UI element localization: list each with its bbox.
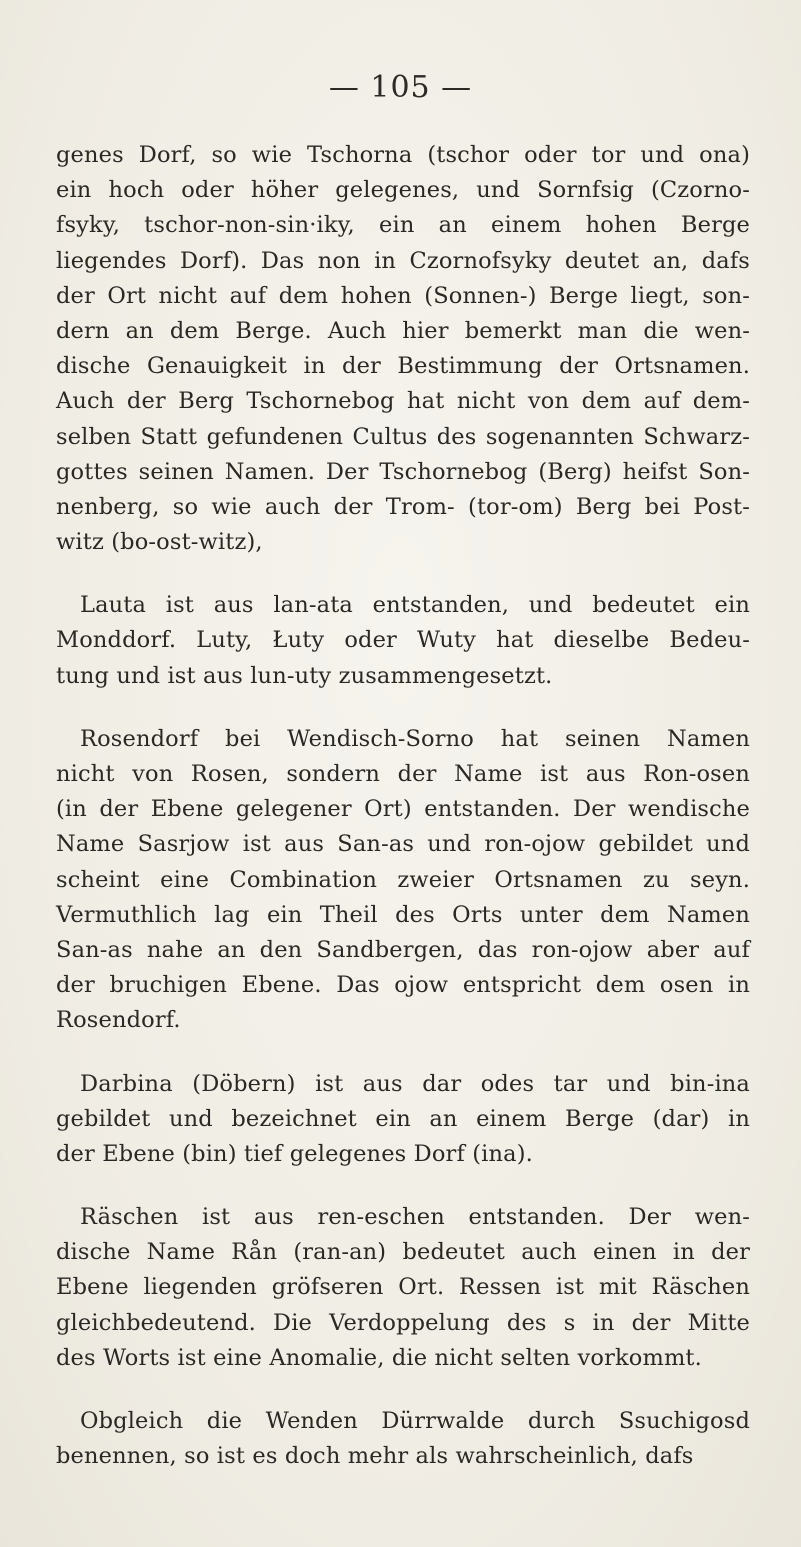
text-line: der Ebene (bin) tief gelegenes Dorf (ina).	[56, 1140, 533, 1167]
text-line: Vermuthlich lag ein Theil des Orts unter dem Namen	[56, 901, 750, 928]
text-line: Darbina (Döbern) ist aus dar odes tar und bin-ina	[80, 1070, 750, 1097]
text-line: benennen, so ist es doch mehr als wahrscheinlich, dafs	[56, 1443, 694, 1470]
text-line: des Worts ist eine Anomalie, die nicht selten vorkommt.	[56, 1344, 702, 1371]
text-line: tung und ist aus lun-uty zusammengesetzt.	[56, 662, 553, 689]
text-line: genes Dorf, so wie Tschorna (tschor oder tor und ona)	[56, 142, 750, 168]
text-line: dische Genauigkeit in der Bestimmung der Ortsnamen.	[56, 353, 750, 380]
paragraph	[56, 588, 750, 694]
page-number: — 105 —	[328, 70, 473, 105]
text-line: scheint eine Combination zweier Ortsnamen zu seyn.	[56, 866, 750, 893]
text-line: liegendes Dorf). Das non in Czornofsyky deutet an, dafs	[56, 247, 750, 274]
text-line: Auch der Berg Tschornebog hat nicht von dem auf dem-	[56, 388, 750, 415]
text-line: witz (bo-ost-witz),	[56, 529, 263, 556]
text-line: dern an dem Berge. Auch hier bemerkt man die wen-	[56, 317, 750, 344]
paragraph-gap	[56, 1172, 750, 1200]
paragraph	[56, 722, 750, 1039]
text-line: gebildet und bezeichnet ein an einem Berge (dar) in	[56, 1105, 750, 1132]
paragraph	[56, 1067, 750, 1173]
text-line: Lauta ist aus lan-ata entstanden, und bedeutet ein	[80, 592, 750, 619]
text-line: dische Name Rån (ran-an) bedeutet auch einen in der	[56, 1239, 750, 1266]
paragraph-gap	[56, 560, 750, 588]
text-line: San-as nahe an den Sandbergen, das ron-ojow aber auf	[56, 936, 750, 963]
text-line: Monddorf. Luty, Łuty oder Wuty hat dieselbe Bedeu-	[56, 627, 750, 654]
text-line: der Ort nicht auf dem hohen (Sonnen-) Berge liegt, son-	[56, 282, 750, 309]
text-line: gleichbedeutend. Die Verdoppelung des s in der Mitte	[56, 1309, 750, 1336]
paragraph-gap	[56, 1039, 750, 1067]
paragraph	[56, 138, 750, 560]
paragraph-gap	[56, 694, 750, 722]
text-line: Rosendorf.	[56, 1007, 181, 1034]
paragraph	[56, 1200, 750, 1376]
text-line: nicht von Rosen, sondern der Name ist aus Ron-osen	[56, 761, 750, 787]
paragraph-gap	[56, 1376, 750, 1404]
text-line: Rosendorf bei Wendisch-Sorno hat seinen Namen	[80, 725, 750, 752]
paragraph	[56, 1404, 750, 1474]
text-line: Räschen ist aus ren-eschen entstanden. Der wen-	[80, 1204, 750, 1231]
text-line: Obgleich die Wenden Dürrwalde durch Ssuchigosd	[80, 1408, 750, 1434]
text-line: (in der Ebene gelegener Ort) entstanden. Der wendische	[56, 796, 750, 823]
text-line: Name Sasrjow ist aus San-as und ron-ojow gebildet und	[56, 831, 750, 858]
text-line: Ebene liegenden gröfseren Ort. Ressen ist mit Räschen	[56, 1274, 750, 1301]
text-line: nenberg, so wie auch der Trom- (tor-om) Berg bei Post-	[56, 493, 750, 520]
text-line: der bruchigen Ebene. Das ojow entspricht dem osen in	[56, 972, 750, 999]
text-line: ein hoch oder höher gelegenes, und Sornfsig (Czorno-	[56, 177, 750, 204]
text-line: fsyky, tschor-non-sin·iky, ein an einem hohen Berge	[56, 212, 750, 239]
text-line: gottes seinen Namen. Der Tschornebog (Berg) heifst Son-	[56, 458, 750, 485]
text-line: selben Statt gefundenen Cultus des sogenannten Schwarz-	[56, 423, 750, 450]
page-body	[56, 138, 750, 1474]
